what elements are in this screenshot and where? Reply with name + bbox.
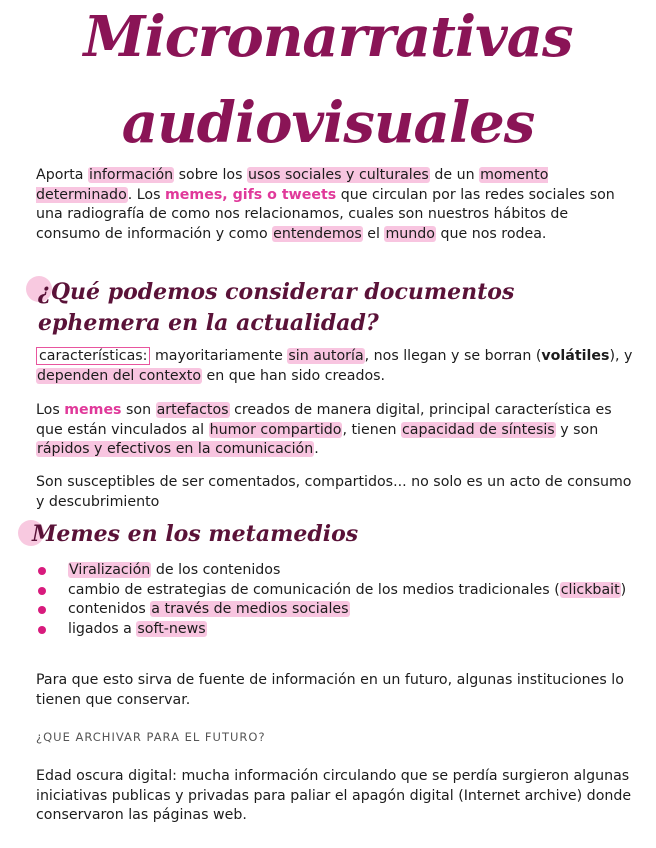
bullet-dot: [38, 587, 46, 595]
ephemera-heading-line-1: ¿Qué podemos considerar documentos: [38, 279, 515, 305]
bullet-dot: [38, 606, 46, 614]
fuente-paragraph: Para que esto sirva de fuente de información en un futuro, algunas instituciones lo tienen que conservar.: [36, 672, 624, 708]
edad-oscura-paragraph: Edad oscura digital: mucha información circulando que se perdía surgieron algunas iniciativas publicas y privadas para paliar el apagón digital (Internet archive) donde conservaron las páginas web.: [36, 768, 632, 823]
intro-paragraph: Aporta información sobre los usos sociales y culturales de un momento determinado. Los memes, gifs o tweets que circulan por las redes sociales son una radiografía de como nos relacionamos, cuales son nuestros hábitos de consumo de información y como entendemos el mundo que nos rodea.: [36, 167, 615, 242]
list-item: Viralización de los contenidos: [36, 561, 636, 581]
title-line-1: Micronarrativas: [83, 4, 573, 70]
title-line-2: audiovisuales: [121, 90, 535, 156]
comentados-paragraph: Son susceptibles de ser comentados, compartidos... no solo es un acto de consumo y descubrimiento: [36, 474, 632, 510]
memes-metamedios-heading: Memes en los metamedios: [32, 521, 359, 547]
list-item: contenidos a través de medios sociales: [36, 600, 636, 620]
list-item: ligados a soft-news: [36, 620, 636, 640]
caracteristicas-paragraph: características: mayoritariamente sin autoría, nos llegan y se borran (volátiles), y dependen del contexto en que han sido creados.: [37, 348, 633, 384]
bullet-dot: [38, 626, 46, 634]
ephemera-heading-line-2: ephemera en la actualidad?: [38, 310, 379, 336]
caracteristicas-label: características:: [36, 347, 150, 365]
bullet-dot: [38, 567, 46, 575]
list-item: cambio de estrategias de comunicación de los medios tradicionales (clickbait): [36, 581, 636, 601]
memes-paragraph: Los memes son artefactos creados de manera digital, principal característica es que están vinculados al humor compartido, tienen capacidad de síntesis y son rápidos y efectivos en la comunicación.: [36, 402, 612, 457]
metamedios-list: [36, 561, 636, 639]
archivar-subheading: ¿QUE ARCHIVAR PARA EL FUTURO?: [36, 730, 266, 744]
